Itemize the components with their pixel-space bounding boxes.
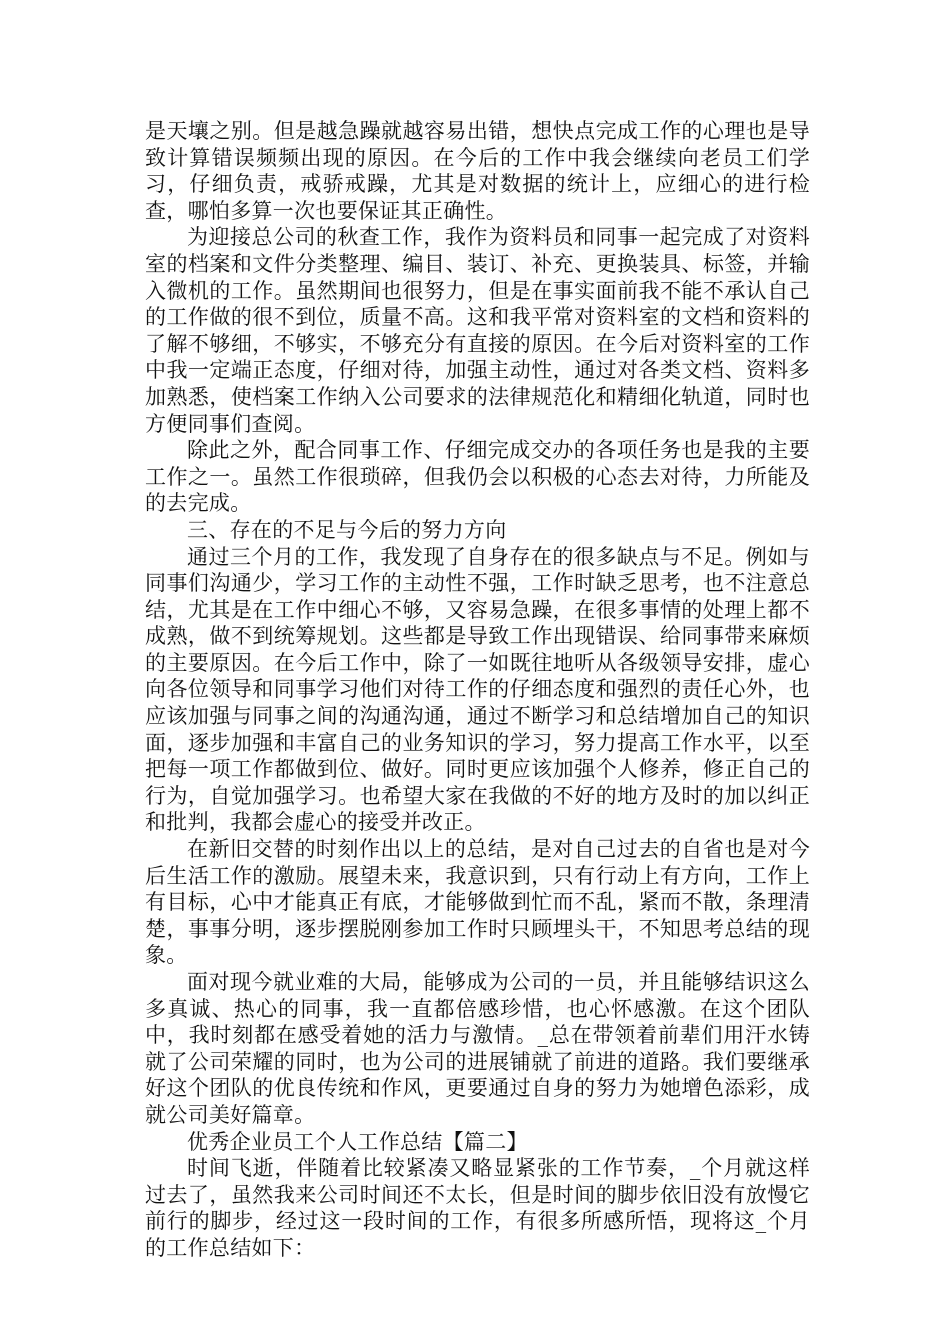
paragraph-archive-work: 为迎接总公司的秋查工作，我作为资料员和同事一起完成了对资料室的档案和文件分类整理、编目、装订、补充、更换装具、标签，并输入微机的工作。虽然期间也很努力，但是在事实面前我不能不承认自己的工作做的很不到位，质量不高。这和我平常对资料室的文档和资料的了解不够细，不够实，不够充分有直接的原因。在今后对资料室的工作中我一定端正态度，仔细对待，加强主动性，通过对各类文档、资料多加熟悉，使档案工作纳入公司要求的法律规范化和精细化轨道，同时也方便同事们查阅。: [145, 225, 810, 436]
paragraph-other-tasks: 除此之外，配合同事工作、仔细完成交办的各项任务也是我的主要工作之一。虽然工作很琐碎，但我仍会以积极的心态去对待，力所能及的去完成。: [145, 438, 810, 516]
document-body: [145, 118, 810, 1262]
section-heading-part-two: 优秀企业员工个人工作总结【篇二】: [187, 1129, 528, 1154]
paragraph-reflection: 在新旧交替的时刻作出以上的总结，是对自己过去的自省也是对今后生活工作的激励。展望未来，我意识到，只有行动上有方向，工作上有目标，心中才能真正有底，才能够做到忙而不乱，紧而不散，条理清楚，事事分明，逐步摆脱刚参加工作时只顾埋头干，不知思考总结的现象。: [145, 837, 810, 968]
paragraph-team: 面对现今就业难的大局，能够成为公司的一员，并且能够结识这么多真诚、热心的同事，我一直都倍感珍惜，也心怀感激。在这个团队中，我时刻都在感受着她的活力与激情。_总在带领着前辈们用汗水铸就了公司荣耀的同时，也为公司的进展铺就了前进的道路。我们要继承好这个团队的优良传统和作风，更要通过自身的努力为她增色添彩，成就公司美好篇章。: [145, 970, 810, 1127]
paragraph-part-two-intro: 时间飞逝，伴随着比较紧凑又略显紧张的工作节奏，_个月就这样过去了，虽然我来公司时间还不太长，但是时间的脚步依旧没有放慢它前行的脚步，经过这一段时间的工作，有很多所感所悟，现将这_个月的工作总结如下：: [145, 1156, 810, 1260]
section-heading-shortcomings: 三、存在的不足与今后的努力方向: [187, 517, 507, 542]
paragraph-shortcomings: 通过三个月的工作，我发现了自身存在的很多缺点与不足。例如与同事们沟通少，学习工作的主动性不强，工作时缺乏思考，也不注意总结，尤其是在工作中细心不够，又容易急躁，在很多事情的处理上都不成熟，做不到统筹规划。这些都是导致工作出现错误、给同事带来麻烦的主要原因。在今后工作中，除了一如既往地听从各级领导安排，虚心向各位领导和同事学习他们对待工作的仔细态度和强烈的责任心外，也应该加强与同事之间的沟通沟通，通过不断学习和总结增加自己的知识面，逐步加强和丰富自己的业务知识的学习，努力提高工作水平，以至把每一项工作都做到位、做好。同时更应该加强个人修养，修正自己的行为，自觉加强学习。也希望大家在我做的不好的地方及时的加以纠正和批判，我都会虚心的接受并改正。: [145, 544, 810, 835]
paragraph-continuation: 是天壤之别。但是越急躁就越容易出错，想快点完成工作的心理也是导致计算错误频频出现的原因。在今后的工作中我会继续向老员工们学习，仔细负责，戒骄戒躁，尤其是对数据的统计上，应细心的进行检查，哪怕多算一次也要保证其正确性。: [145, 119, 810, 223]
